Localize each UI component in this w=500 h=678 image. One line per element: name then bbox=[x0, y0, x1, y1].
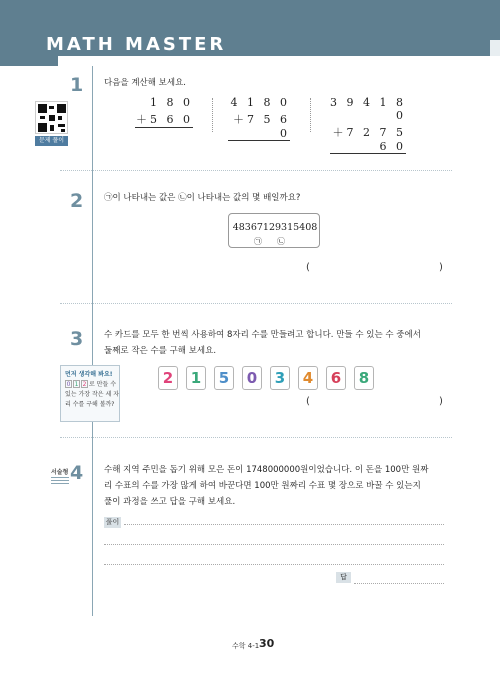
section-divider bbox=[60, 437, 452, 438]
answer-paren-open: ( bbox=[306, 262, 310, 273]
badge-rule bbox=[51, 483, 69, 484]
number-box bbox=[228, 213, 320, 248]
number-card: 1 bbox=[186, 366, 206, 390]
number-card: 8 bbox=[354, 366, 374, 390]
qr-label: 문제 풀이 bbox=[35, 136, 68, 146]
hint-body bbox=[65, 380, 119, 410]
hint-card: 2 bbox=[82, 381, 87, 388]
page-number: 30 bbox=[259, 637, 275, 650]
number-card: 5 bbox=[214, 366, 234, 390]
section-divider bbox=[60, 170, 452, 171]
margin-rule bbox=[92, 66, 93, 616]
calc-bottom: ＋7 2 7 5 6 0 bbox=[330, 124, 406, 154]
number-card: 2 bbox=[158, 366, 178, 390]
badge-rule bbox=[51, 480, 69, 481]
calc-top: 4 1 8 0 bbox=[230, 96, 290, 109]
hint-text: 로 만들 수 있는 가장 작은 세 자리 수를 구해 볼까? bbox=[65, 381, 119, 408]
essay-badge: 서술형 bbox=[51, 469, 69, 476]
divider bbox=[310, 98, 311, 132]
hint-card: 0 bbox=[66, 381, 71, 388]
calc-problem-1 bbox=[135, 96, 193, 128]
qr-code-icon[interactable] bbox=[35, 101, 68, 134]
question-number-2: 2 bbox=[70, 190, 84, 212]
question-text-1: 다음을 계산해 보세요. bbox=[104, 78, 187, 88]
question-text-3b: 둘째로 작은 수를 구해 보세요. bbox=[104, 346, 217, 356]
question-text-2: ㉠이 나타내는 값은 ㉡이 나타내는 값의 몇 배일까요? bbox=[104, 193, 301, 203]
solution-line[interactable] bbox=[124, 524, 444, 525]
header-corner bbox=[0, 56, 58, 66]
question-text-3a: 수 카드를 모두 한 번씩 사용하여 8자리 수를 만들려고 합니다. 만들 수 있는 수 중에서 bbox=[104, 330, 421, 340]
hint-title: 먼저 생각해 봐요! bbox=[65, 371, 113, 378]
answer-paren-close: ) bbox=[439, 262, 443, 273]
calc-top: 1 8 0 bbox=[150, 96, 193, 109]
page-title: MATH MASTER bbox=[46, 34, 227, 55]
solution-line[interactable] bbox=[104, 544, 444, 545]
number-card: 6 bbox=[326, 366, 346, 390]
mark-a: ㉠ bbox=[254, 237, 262, 246]
question-number-3: 3 bbox=[70, 328, 84, 350]
divider bbox=[212, 98, 213, 132]
answer-paren-open: ( bbox=[306, 396, 310, 407]
calc-bottom: ＋7 5 6 0 bbox=[228, 111, 290, 141]
section-divider bbox=[60, 303, 452, 304]
question-text-4c: 풀이 과정을 쓰고 답을 구해 보세요. bbox=[104, 497, 236, 507]
question-number-4: 4 bbox=[70, 462, 84, 484]
answer-line[interactable] bbox=[354, 583, 444, 584]
number-card: 4 bbox=[298, 366, 318, 390]
hint-box bbox=[60, 365, 120, 422]
question-text-4a: 수해 지역 주민을 돕기 위해 모은 돈이 1748000000원이었습니다. 이 돈을 100만 원짜 bbox=[104, 465, 429, 475]
number-card: 3 bbox=[270, 366, 290, 390]
calc-problem-3 bbox=[330, 96, 406, 154]
mark-b: ㉡ bbox=[277, 237, 285, 246]
question-text-4b: 리 수표의 수를 가장 많게 하여 바꾼다면 100만 원짜리 수표 몇 장으로 바꿀 수 있는지 bbox=[104, 481, 421, 491]
answer-paren-close: ) bbox=[439, 396, 443, 407]
hint-card: 1 bbox=[74, 381, 79, 388]
solution-label: 풀이 bbox=[105, 518, 120, 526]
solution-line[interactable] bbox=[104, 564, 444, 565]
calc-bottom: ＋5 6 0 bbox=[136, 113, 193, 126]
calc-top: 3 9 4 1 8 0 bbox=[330, 96, 406, 122]
badge-rule bbox=[51, 477, 69, 478]
number-value: 48367129315408 bbox=[232, 222, 318, 233]
calc-problem-2 bbox=[228, 96, 290, 141]
page-header bbox=[0, 0, 500, 66]
question-number-1: 1 bbox=[70, 74, 84, 96]
number-card: 0 bbox=[242, 366, 262, 390]
header-notch bbox=[58, 56, 500, 66]
answer-label: 답 bbox=[336, 572, 351, 583]
footer-subject: 수학 4-1 bbox=[232, 642, 260, 650]
header-edge bbox=[490, 40, 500, 56]
